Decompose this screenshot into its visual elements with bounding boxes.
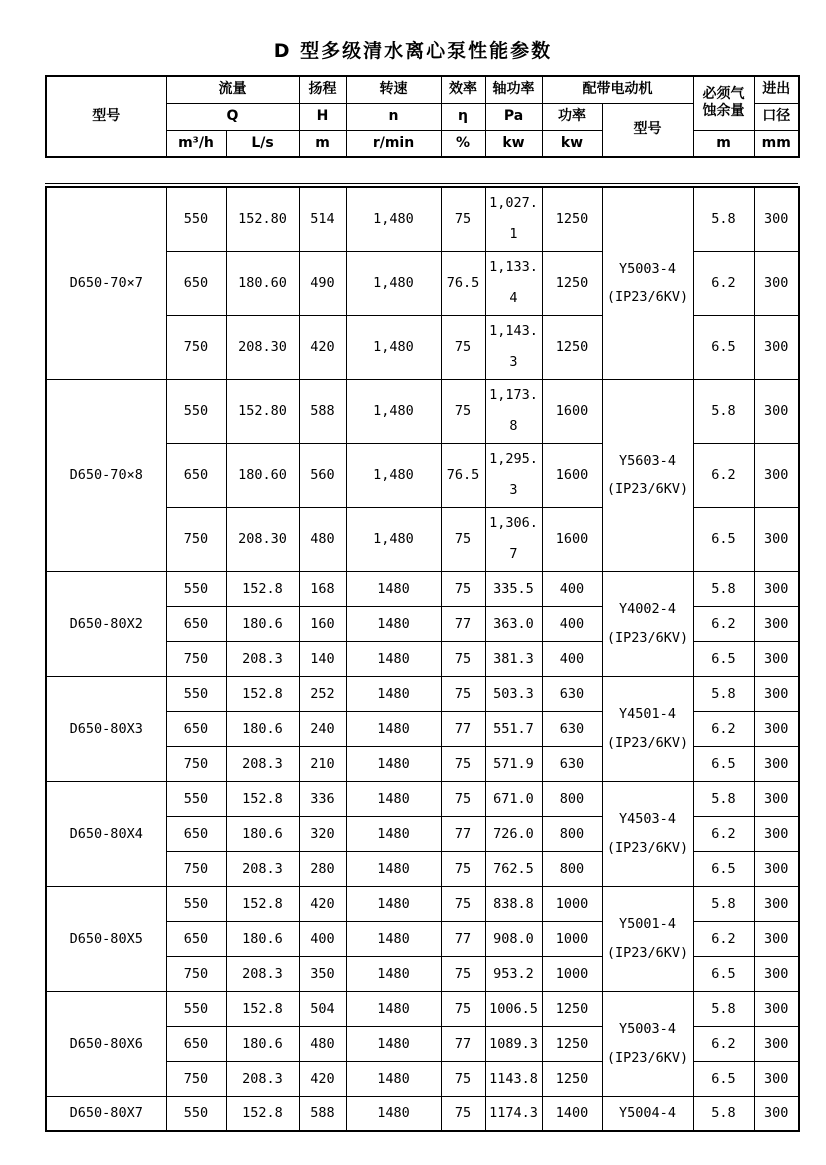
cell-efficiency: 76.5 xyxy=(441,251,485,315)
cell-flow-m3h: 750 xyxy=(166,507,226,571)
body-table-wrap xyxy=(45,183,798,1132)
cell-port: 300 xyxy=(754,315,799,379)
cell-flow-ls: 208.3 xyxy=(226,1061,299,1096)
cell-flow-m3h: 650 xyxy=(166,1026,226,1061)
cell-npsh: 5.8 xyxy=(693,676,754,711)
cell-head-m: 514 xyxy=(299,187,346,251)
cell-flow-ls: 180.6 xyxy=(226,711,299,746)
cell-flow-ls: 208.3 xyxy=(226,746,299,781)
header-port-line2: 口径 xyxy=(754,103,799,130)
cell-motor-power: 1600 xyxy=(542,507,602,571)
cell-npsh: 6.5 xyxy=(693,956,754,991)
cell-npsh: 5.8 xyxy=(693,571,754,606)
cell-shaft-power: 1,173.8 xyxy=(485,379,542,443)
cell-flow-m3h: 750 xyxy=(166,956,226,991)
cell-motor-power: 1250 xyxy=(542,1061,602,1096)
table-row xyxy=(46,886,799,921)
cell-shaft-power: 1089.3 xyxy=(485,1026,542,1061)
table-row xyxy=(46,571,799,606)
cell-speed: 1480 xyxy=(346,886,441,921)
header-unit-ls: L/s xyxy=(226,130,299,157)
cell-port: 300 xyxy=(754,251,799,315)
header-row-1 xyxy=(46,76,799,103)
cell-port: 300 xyxy=(754,571,799,606)
motor-ip-rating: (IP23/6KV) xyxy=(606,734,689,751)
cell-port: 300 xyxy=(754,991,799,1026)
cell-port: 300 xyxy=(754,921,799,956)
motor-model-code: Y5003-4 xyxy=(619,1021,676,1038)
cell-head-m: 588 xyxy=(299,1096,346,1131)
cell-flow-ls: 152.8 xyxy=(226,571,299,606)
cell-port: 300 xyxy=(754,781,799,816)
cell-flow-m3h: 650 xyxy=(166,251,226,315)
cell-shaft-power: 381.3 xyxy=(485,641,542,676)
pump-model: D650-70×7 xyxy=(46,187,166,379)
cell-efficiency: 75 xyxy=(441,1061,485,1096)
motor-model-cell xyxy=(602,187,693,379)
cell-npsh: 6.2 xyxy=(693,1026,754,1061)
cell-npsh: 6.5 xyxy=(693,851,754,886)
cell-shaft-power: 953.2 xyxy=(485,956,542,991)
cell-shaft-power: 503.3 xyxy=(485,676,542,711)
header-unit-m3h: m³/h xyxy=(166,130,226,157)
cell-efficiency: 77 xyxy=(441,606,485,641)
motor-ip-rating: (IP23/6KV) xyxy=(606,839,689,856)
cell-motor-power: 1250 xyxy=(542,251,602,315)
pump-model: D650-80X4 xyxy=(46,781,166,886)
cell-shaft-power: 1143.8 xyxy=(485,1061,542,1096)
cell-motor-power: 1250 xyxy=(542,187,602,251)
cell-speed: 1,480 xyxy=(346,251,441,315)
cell-shaft-power: 1,027.1 xyxy=(485,187,542,251)
cell-head-m: 490 xyxy=(299,251,346,315)
pump-model: D650-80X5 xyxy=(46,886,166,991)
cell-efficiency: 75 xyxy=(441,379,485,443)
cell-flow-m3h: 750 xyxy=(166,1061,226,1096)
cell-head-m: 350 xyxy=(299,956,346,991)
cell-motor-power: 1000 xyxy=(542,886,602,921)
cell-flow-ls: 152.80 xyxy=(226,187,299,251)
cell-npsh: 6.2 xyxy=(693,443,754,507)
motor-ip-rating: (IP23/6KV) xyxy=(606,629,689,646)
cell-flow-ls: 152.8 xyxy=(226,991,299,1026)
cell-head-m: 160 xyxy=(299,606,346,641)
motor-ip-rating: (IP23/6KV) xyxy=(606,1049,689,1066)
cell-shaft-power: 671.0 xyxy=(485,781,542,816)
cell-motor-power: 1000 xyxy=(542,956,602,991)
cell-flow-m3h: 650 xyxy=(166,921,226,956)
cell-head-m: 560 xyxy=(299,443,346,507)
cell-speed: 1480 xyxy=(346,571,441,606)
motor-model-code: Y5001-4 xyxy=(619,916,676,933)
motor-model-cell xyxy=(602,991,693,1096)
cell-flow-m3h: 550 xyxy=(166,1096,226,1131)
cell-shaft-power: 1,133.4 xyxy=(485,251,542,315)
cell-flow-ls: 208.3 xyxy=(226,956,299,991)
cell-flow-m3h: 550 xyxy=(166,886,226,921)
header-unit-pct: % xyxy=(441,130,485,157)
header-pa-symbol: Pa xyxy=(485,103,542,130)
header-npsh-unit: m xyxy=(693,130,754,157)
cell-flow-m3h: 750 xyxy=(166,641,226,676)
cell-npsh: 6.5 xyxy=(693,641,754,676)
cell-flow-m3h: 550 xyxy=(166,571,226,606)
cell-speed: 1480 xyxy=(346,1061,441,1096)
header-motor-power: 功率 xyxy=(542,103,602,130)
table-row xyxy=(46,781,799,816)
cell-motor-power: 630 xyxy=(542,746,602,781)
cell-head-m: 480 xyxy=(299,1026,346,1061)
motor-model-cell xyxy=(602,781,693,886)
cell-head-m: 252 xyxy=(299,676,346,711)
header-motor-group: 配带电动机 xyxy=(542,76,693,103)
header-unit-kw-power: kw xyxy=(542,130,602,157)
header-port-unit: mm xyxy=(754,130,799,157)
cell-head-m: 420 xyxy=(299,315,346,379)
motor-ip-rating: (IP23/6KV) xyxy=(606,289,689,306)
cell-flow-ls: 180.6 xyxy=(226,921,299,956)
cell-flow-m3h: 750 xyxy=(166,851,226,886)
cell-motor-power: 800 xyxy=(542,851,602,886)
header-pump-model: 型号 xyxy=(46,76,166,157)
cell-speed: 1,480 xyxy=(346,507,441,571)
cell-flow-ls: 208.3 xyxy=(226,851,299,886)
cell-npsh: 5.8 xyxy=(693,379,754,443)
cell-speed: 1480 xyxy=(346,816,441,851)
cell-efficiency: 77 xyxy=(441,816,485,851)
cell-head-m: 336 xyxy=(299,781,346,816)
cell-shaft-power: 1006.5 xyxy=(485,991,542,1026)
cell-npsh: 5.8 xyxy=(693,886,754,921)
cell-head-m: 320 xyxy=(299,816,346,851)
cell-speed: 1480 xyxy=(346,956,441,991)
cell-head-m: 240 xyxy=(299,711,346,746)
cell-efficiency: 75 xyxy=(441,1096,485,1131)
cell-motor-power: 1000 xyxy=(542,921,602,956)
header-h-symbol: H xyxy=(299,103,346,130)
cell-efficiency: 75 xyxy=(441,187,485,251)
header-motor-model: 型号 xyxy=(602,103,693,157)
cell-speed: 1480 xyxy=(346,781,441,816)
cell-speed: 1480 xyxy=(346,851,441,886)
cell-speed: 1480 xyxy=(346,606,441,641)
cell-npsh: 6.2 xyxy=(693,711,754,746)
cell-motor-power: 1250 xyxy=(542,1026,602,1061)
header-npsh-line1: 必须气 xyxy=(702,85,745,102)
cell-speed: 1480 xyxy=(346,676,441,711)
cell-npsh: 6.2 xyxy=(693,816,754,851)
cell-npsh: 6.5 xyxy=(693,315,754,379)
cell-npsh: 5.8 xyxy=(693,991,754,1026)
motor-model-cell xyxy=(602,1096,693,1131)
cell-npsh: 6.5 xyxy=(693,746,754,781)
cell-port: 300 xyxy=(754,746,799,781)
pump-model: D650-80X3 xyxy=(46,676,166,781)
cell-flow-ls: 208.30 xyxy=(226,507,299,571)
table-row xyxy=(46,676,799,711)
cell-port: 300 xyxy=(754,606,799,641)
cell-speed: 1480 xyxy=(346,1096,441,1131)
page-title: D 型多级清水离心泵性能参数 xyxy=(273,40,553,62)
cell-flow-m3h: 550 xyxy=(166,187,226,251)
cell-efficiency: 75 xyxy=(441,746,485,781)
body-table-rows xyxy=(46,187,799,1131)
cell-shaft-power: 726.0 xyxy=(485,816,542,851)
cell-flow-ls: 152.8 xyxy=(226,886,299,921)
cell-shaft-power: 335.5 xyxy=(485,571,542,606)
motor-model-code: Y5004-4 xyxy=(619,1105,676,1122)
table-row xyxy=(46,187,799,251)
cell-flow-m3h: 750 xyxy=(166,746,226,781)
cell-efficiency: 75 xyxy=(441,956,485,991)
header-q-symbol: Q xyxy=(166,103,299,130)
cell-motor-power: 400 xyxy=(542,641,602,676)
cell-npsh: 6.2 xyxy=(693,921,754,956)
header-n-symbol: n xyxy=(346,103,441,130)
cell-flow-ls: 180.6 xyxy=(226,606,299,641)
motor-model-code: Y4002-4 xyxy=(619,601,676,618)
table-row xyxy=(46,991,799,1026)
cell-flow-ls: 152.8 xyxy=(226,1096,299,1131)
cell-motor-power: 630 xyxy=(542,676,602,711)
cell-flow-m3h: 650 xyxy=(166,816,226,851)
cell-npsh: 6.5 xyxy=(693,1061,754,1096)
cell-efficiency: 77 xyxy=(441,711,485,746)
cell-motor-power: 1600 xyxy=(542,379,602,443)
cell-port: 300 xyxy=(754,816,799,851)
cell-efficiency: 76.5 xyxy=(441,443,485,507)
cell-efficiency: 75 xyxy=(441,886,485,921)
cell-motor-power: 630 xyxy=(542,711,602,746)
cell-flow-ls: 208.3 xyxy=(226,641,299,676)
cell-npsh: 6.2 xyxy=(693,251,754,315)
cell-efficiency: 75 xyxy=(441,676,485,711)
header-flow: 流量 xyxy=(166,76,299,103)
cell-head-m: 420 xyxy=(299,886,346,921)
cell-motor-power: 800 xyxy=(542,781,602,816)
header-eta-symbol: η xyxy=(441,103,485,130)
cell-flow-m3h: 550 xyxy=(166,379,226,443)
header-head: 扬程 xyxy=(299,76,346,103)
cell-head-m: 210 xyxy=(299,746,346,781)
cell-flow-m3h: 650 xyxy=(166,443,226,507)
cell-port: 300 xyxy=(754,507,799,571)
motor-ip-rating: (IP23/6KV) xyxy=(606,944,689,961)
cell-port: 300 xyxy=(754,379,799,443)
cell-head-m: 480 xyxy=(299,507,346,571)
motor-model-code: Y4503-4 xyxy=(619,811,676,828)
cell-shaft-power: 1,295.3 xyxy=(485,443,542,507)
header-npsh xyxy=(693,76,754,130)
cell-port: 300 xyxy=(754,1096,799,1131)
cell-shaft-power: 838.8 xyxy=(485,886,542,921)
cell-efficiency: 77 xyxy=(441,921,485,956)
cell-head-m: 140 xyxy=(299,641,346,676)
cell-port: 300 xyxy=(754,443,799,507)
cell-speed: 1480 xyxy=(346,991,441,1026)
cell-npsh: 5.8 xyxy=(693,781,754,816)
cell-shaft-power: 908.0 xyxy=(485,921,542,956)
table-row xyxy=(46,379,799,443)
table-row xyxy=(46,1096,799,1131)
cell-head-m: 588 xyxy=(299,379,346,443)
header-unit-rmin: r/min xyxy=(346,130,441,157)
header-unit-kw-shaft: kw xyxy=(485,130,542,157)
header-speed: 转速 xyxy=(346,76,441,103)
cell-port: 300 xyxy=(754,641,799,676)
header-port-line1: 进出 xyxy=(754,76,799,103)
cell-port: 300 xyxy=(754,1026,799,1061)
cell-efficiency: 77 xyxy=(441,1026,485,1061)
cell-port: 300 xyxy=(754,886,799,921)
header-npsh-line2: 蚀余量 xyxy=(702,103,745,120)
cell-npsh: 5.8 xyxy=(693,1096,754,1131)
cell-flow-m3h: 650 xyxy=(166,606,226,641)
cell-flow-ls: 180.60 xyxy=(226,251,299,315)
cell-flow-ls: 180.6 xyxy=(226,1026,299,1061)
cell-efficiency: 75 xyxy=(441,991,485,1026)
cell-efficiency: 75 xyxy=(441,781,485,816)
params-header-table xyxy=(45,75,800,158)
cell-flow-ls: 152.8 xyxy=(226,676,299,711)
motor-model-cell xyxy=(602,571,693,676)
motor-model-cell xyxy=(602,379,693,571)
motor-ip-rating: (IP23/6KV) xyxy=(606,481,689,497)
cell-flow-m3h: 550 xyxy=(166,781,226,816)
cell-head-m: 420 xyxy=(299,1061,346,1096)
cell-motor-power: 400 xyxy=(542,606,602,641)
cell-efficiency: 75 xyxy=(441,571,485,606)
cell-flow-ls: 152.80 xyxy=(226,379,299,443)
cell-port: 300 xyxy=(754,851,799,886)
cell-shaft-power: 551.7 xyxy=(485,711,542,746)
cell-port: 300 xyxy=(754,711,799,746)
cell-shaft-power: 1,143.3 xyxy=(485,315,542,379)
cell-speed: 1,480 xyxy=(346,443,441,507)
cell-efficiency: 75 xyxy=(441,641,485,676)
body-table xyxy=(45,186,800,1132)
cell-port: 300 xyxy=(754,956,799,991)
cell-port: 300 xyxy=(754,1061,799,1096)
motor-model-code: Y4501-4 xyxy=(619,706,676,723)
cell-head-m: 400 xyxy=(299,921,346,956)
cell-speed: 1480 xyxy=(346,1026,441,1061)
cell-speed: 1,480 xyxy=(346,379,441,443)
cell-head-m: 504 xyxy=(299,991,346,1026)
cell-flow-m3h: 750 xyxy=(166,315,226,379)
pump-model: D650-80X6 xyxy=(46,991,166,1096)
cell-flow-ls: 152.8 xyxy=(226,781,299,816)
cell-flow-ls: 180.6 xyxy=(226,816,299,851)
cell-shaft-power: 363.0 xyxy=(485,606,542,641)
cell-motor-power: 1600 xyxy=(542,443,602,507)
cell-flow-ls: 180.60 xyxy=(226,443,299,507)
cell-npsh: 6.5 xyxy=(693,507,754,571)
motor-model-code: Y5603-4 xyxy=(619,452,676,469)
cell-efficiency: 75 xyxy=(441,315,485,379)
cell-flow-m3h: 650 xyxy=(166,711,226,746)
cell-motor-power: 400 xyxy=(542,571,602,606)
motor-model-code: Y5003-4 xyxy=(619,260,676,277)
cell-speed: 1,480 xyxy=(346,187,441,251)
cell-speed: 1480 xyxy=(346,921,441,956)
cell-motor-power: 800 xyxy=(542,816,602,851)
cell-head-m: 168 xyxy=(299,571,346,606)
cell-port: 300 xyxy=(754,187,799,251)
cell-shaft-power: 1174.3 xyxy=(485,1096,542,1131)
cell-speed: 1480 xyxy=(346,711,441,746)
pump-model: D650-80X7 xyxy=(46,1096,166,1131)
cell-speed: 1,480 xyxy=(346,315,441,379)
cell-shaft-power: 571.9 xyxy=(485,746,542,781)
cell-head-m: 280 xyxy=(299,851,346,886)
cell-speed: 1480 xyxy=(346,641,441,676)
cell-efficiency: 75 xyxy=(441,851,485,886)
cell-shaft-power: 762.5 xyxy=(485,851,542,886)
cell-shaft-power: 1,306.7 xyxy=(485,507,542,571)
motor-model-cell xyxy=(602,886,693,991)
cell-efficiency: 75 xyxy=(441,507,485,571)
cell-npsh: 5.8 xyxy=(693,187,754,251)
cell-motor-power: 1250 xyxy=(542,315,602,379)
pump-model: D650-80X2 xyxy=(46,571,166,676)
cell-motor-power: 1250 xyxy=(542,991,602,1026)
cell-port: 300 xyxy=(754,676,799,711)
pump-model: D650-70×8 xyxy=(46,379,166,571)
cell-flow-m3h: 550 xyxy=(166,676,226,711)
cell-speed: 1480 xyxy=(346,746,441,781)
cell-npsh: 6.2 xyxy=(693,606,754,641)
cell-motor-power: 1400 xyxy=(542,1096,602,1131)
header-shaft-power: 轴功率 xyxy=(485,76,542,103)
header-efficiency: 效率 xyxy=(441,76,485,103)
header-unit-m: m xyxy=(299,130,346,157)
cell-flow-ls: 208.30 xyxy=(226,315,299,379)
cell-flow-m3h: 550 xyxy=(166,991,226,1026)
motor-model-cell xyxy=(602,676,693,781)
